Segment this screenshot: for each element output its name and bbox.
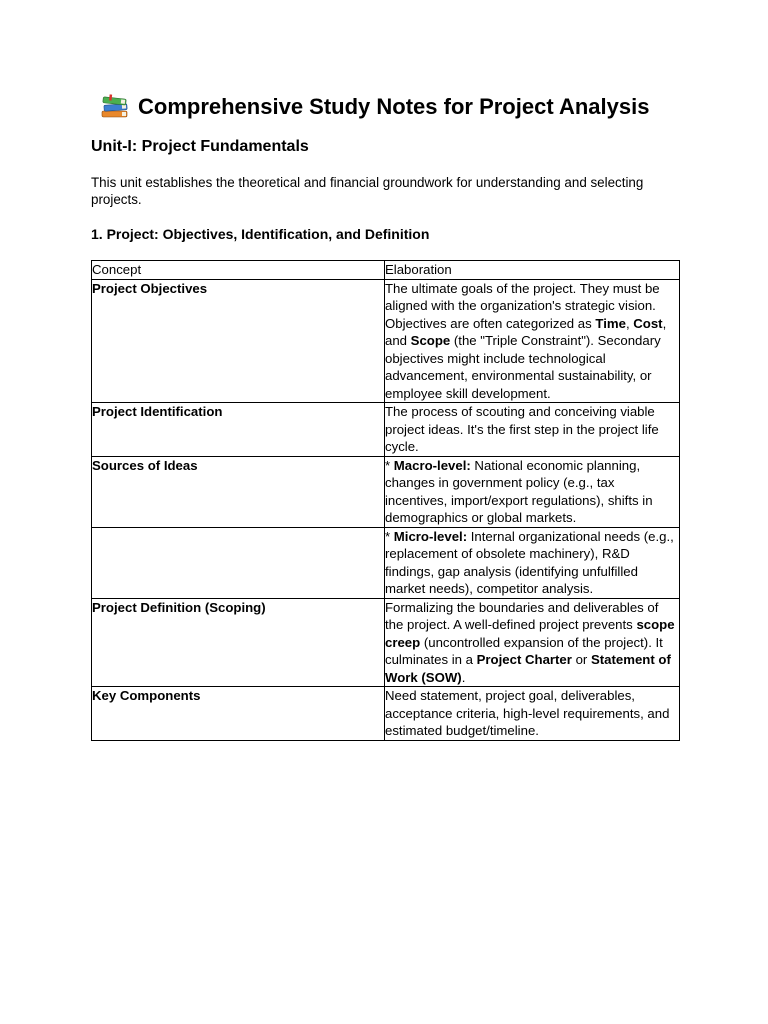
page-title — [100, 92, 720, 122]
section-heading: 1. Project: Objectives, Identification, and Definition — [91, 226, 430, 242]
elaboration-cell — [385, 279, 680, 403]
text-run: * — [385, 457, 394, 473]
bold-term: scope creep — [385, 617, 675, 650]
text-run: Formalizing the boundaries and deliverables of the project. A well-defined project prevents — [385, 599, 659, 632]
concept-cell — [92, 527, 385, 598]
elaboration-cell — [385, 456, 680, 527]
text-run: The ultimate goals of the project. They must be aligned with the organization's strategic vision. Objectives are often categorized as — [385, 280, 660, 331]
elaboration-cell — [385, 687, 680, 741]
intro-paragraph: This unit establishes the theoretical and financial groundwork for understanding and selecting projects. — [91, 175, 644, 207]
column-header-concept: Concept — [92, 261, 385, 280]
text-run: Need statement, project goal, deliverables, acceptance criteria, high-level requirements, and estimated budget/timeline. — [385, 688, 670, 738]
table-row — [92, 527, 680, 598]
text-run: , and — [385, 315, 667, 348]
concept-cell: Sources of Ideas — [92, 456, 385, 527]
concept-cell: Project Definition (Scoping) — [92, 598, 385, 687]
table-header-row — [92, 261, 680, 280]
text-run: (uncontrolled expansion of the project). It culminates in a — [385, 634, 663, 667]
text-run: The process of scouting and conceiving viable project ideas. It's the first step in the project life cycle. — [385, 404, 659, 454]
table-row — [92, 279, 680, 403]
elaboration-cell — [385, 527, 680, 598]
text-run: (the "Triple Constraint"). Secondary objectives might include technological advancement, environmental sustainability, or employee skill development. — [385, 333, 661, 401]
bold-term: Macro-level: — [393, 457, 471, 473]
text-run: Internal organizational needs (e.g., replacement of obsolete machinery), R&D findings, gap analysis (identifying unfulfilled market needs), competitor analysis. — [385, 528, 674, 596]
bold-term: Statement of Work (SOW) — [385, 652, 671, 685]
table-row — [92, 456, 680, 527]
elaboration-cell — [385, 598, 680, 687]
concept-table — [91, 260, 680, 741]
unit-heading: Unit-I: Project Fundamentals — [91, 138, 309, 155]
text-run: . — [461, 669, 466, 685]
concept-cell: Project Identification — [92, 403, 385, 457]
books-icon — [100, 94, 130, 118]
page-title-text: Comprehensive Study Notes for Project Analysis — [138, 94, 650, 119]
concept-cell: Key Components — [92, 687, 385, 741]
concept-cell: Project Objectives — [92, 279, 385, 403]
bold-term: Time — [595, 315, 626, 331]
text-run: * — [385, 528, 394, 544]
elaboration-cell — [385, 403, 680, 457]
table-row — [92, 403, 680, 457]
table-row — [92, 598, 680, 687]
bold-term: Scope — [410, 333, 451, 348]
text-run: , — [625, 315, 634, 331]
bold-term: Cost — [633, 315, 663, 331]
text-run: or — [571, 652, 591, 667]
bold-term: Project Charter — [476, 652, 572, 667]
text-run: National economic planning, changes in government policy (e.g., tax incentives, import/export regulations), shifts in demographics or global markets. — [385, 457, 653, 525]
table-row — [92, 687, 680, 741]
concept-table-body — [92, 261, 680, 741]
column-header-elaboration: Elaboration — [385, 261, 680, 280]
bold-term: Micro-level: — [393, 528, 468, 544]
